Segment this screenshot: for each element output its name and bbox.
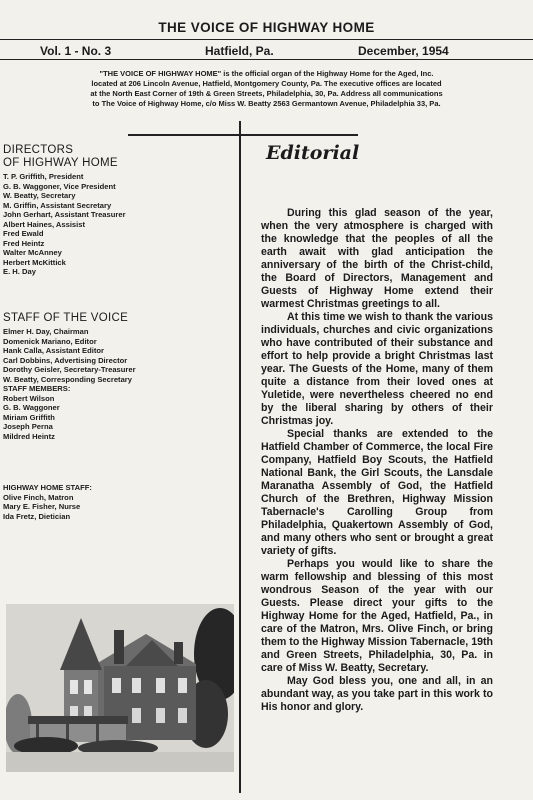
notice-line: located at 206 Lincoln Avenue, Hatfield, Montgomery County, Pa. The executive offices are located (91, 79, 442, 88)
column-rule-vertical (239, 121, 241, 793)
home-staff-heading: HIGHWAY HOME STAFF: (3, 483, 92, 492)
list-item: G. B. Waggoner (3, 403, 60, 412)
list-item: T. P. Griffith, President (3, 172, 84, 181)
editorial-paragraph: Perhaps you would like to share the warm fellowship and blessing of this most wondrous Season of the year with our Guests. Please direct your gifts to the Highway Home for the Aged, Hatfield, Pa., in care of the Matron, Mrs. Olive Finch, or bring them to the Highway Mission Tabernacle, 19th and Green Streets, Philadelphia, 30, Pa. in care of Miss W. Beatty, Secretary. (261, 558, 493, 674)
notice-line: to The Voice of Highway Home, c/o Miss W. Beatty 2563 Germantown Avenue, Philadelphia 33, Pa. (92, 99, 441, 108)
list-item: Mary E. Fisher, Nurse (3, 502, 81, 511)
list-item: Fred Ewald (3, 229, 44, 238)
list-item: Dorothy Geisler, Secretary-Treasurer (3, 365, 136, 374)
staff-voice-list (3, 327, 136, 441)
masthead-rule-bottom (0, 59, 533, 60)
editorial-paragraph: Special thanks are extended to the Hatfield Chamber of Commerce, the local Fire Company, Hatfield Boy Scouts, the Hatfield National Bank, the Girl Scouts, the Lansdale Maranatha Assembly of God, the Hatfield Church of the Brethren, Highway Mission Tabernacle's Carolling Group from Philadelphia, Quakertown Assembly of God, and many others who sent or brought a great variety of gifts. (261, 428, 493, 557)
list-item: STAFF MEMBERS: (3, 384, 71, 393)
list-item: E. H. Day (3, 267, 36, 276)
list-item: Hank Calla, Assistant Editor (3, 346, 104, 355)
list-item: Miriam Griffith (3, 412, 55, 422)
directors-heading: DIRECTORS (3, 144, 74, 156)
highway-home-photo (6, 604, 234, 772)
issue-place: Hatfield, Pa. (205, 44, 274, 58)
list-item: Olive Finch, Matron (3, 492, 74, 502)
list-item: Elmer H. Day, Chairman (3, 327, 89, 336)
staff-voice-heading: STAFF OF THE VOICE (3, 312, 129, 324)
home-staff-list (3, 493, 92, 522)
editorial-body (261, 207, 493, 714)
directors-section (3, 144, 126, 277)
list-item: W. Beatty, Secretary (3, 191, 76, 200)
newsletter-title: THE VOICE OF HIGHWAY HOME (158, 20, 375, 35)
list-item: W. Beatty, Corresponding Secretary (3, 374, 132, 384)
list-item: Herbert McKittick (3, 257, 66, 267)
list-item: Carl Dobbins, Advertising Director (3, 355, 128, 365)
directors-heading-2: OF HIGHWAY HOME (3, 157, 118, 169)
directors-list (3, 172, 126, 277)
list-item: Mildred Heintz (3, 431, 55, 441)
list-item: Walter McAnney (3, 248, 62, 257)
list-item: Albert Haines, Assisist (3, 219, 86, 229)
list-item: Joseph Perna (3, 422, 53, 431)
editorial-title: Editorial (266, 142, 360, 164)
list-item: John Gerhart, Assistant Treasurer (3, 210, 126, 219)
list-item: Domenick Mariano, Editor (3, 336, 97, 346)
staff-voice-section (3, 312, 136, 441)
editorial-paragraph: During this glad season of the year, when the very atmosphere is charged with the knowledge that the peoples of all the earth await with glad anticipation the anniversary of the birth of the Christ-child, the Board of Directors, Management and Guests of Highway Home extend their warmest Christmas greetings to all. (261, 207, 493, 310)
editorial-paragraph: At this time we wish to thank the various individuals, churches and civic organizations who have contributed of their substance and effort to help provide a bright Christmas last year. The Guests of the Home, many of them quite a distance from their loved ones at Yuletide, were nevertheless cheered no end by the liberal sharing by others of their Christmas joy. (261, 311, 493, 427)
publication-notice (0, 69, 533, 109)
issue-date: December, 1954 (358, 44, 449, 58)
editorial-paragraph: May God bless you, one and all, in an abundant way, as you take part in this work to His honor and glory. (261, 675, 493, 713)
issue-volume: Vol. 1 - No. 3 (40, 44, 112, 58)
notice-line: "THE VOICE OF HIGHWAY HOME" is the official organ of the Highway Home for the Aged, Inc. (99, 69, 434, 78)
column-rule-horizontal (128, 134, 358, 136)
list-item: G. B. Waggoner, Vice President (3, 181, 116, 191)
list-item: Fred Heintz (3, 238, 45, 248)
list-item: Ida Fretz, Dietician (3, 511, 71, 521)
list-item: Robert Wilson (3, 393, 55, 403)
home-staff-section (3, 483, 92, 521)
list-item: M. Griffin, Assistant Secretary (3, 200, 112, 210)
masthead-rule-top (0, 39, 533, 40)
notice-line: at the North East Corner of 19th & Green Streets, Philadelphia, 30, Pa. Address all communications (90, 89, 443, 98)
